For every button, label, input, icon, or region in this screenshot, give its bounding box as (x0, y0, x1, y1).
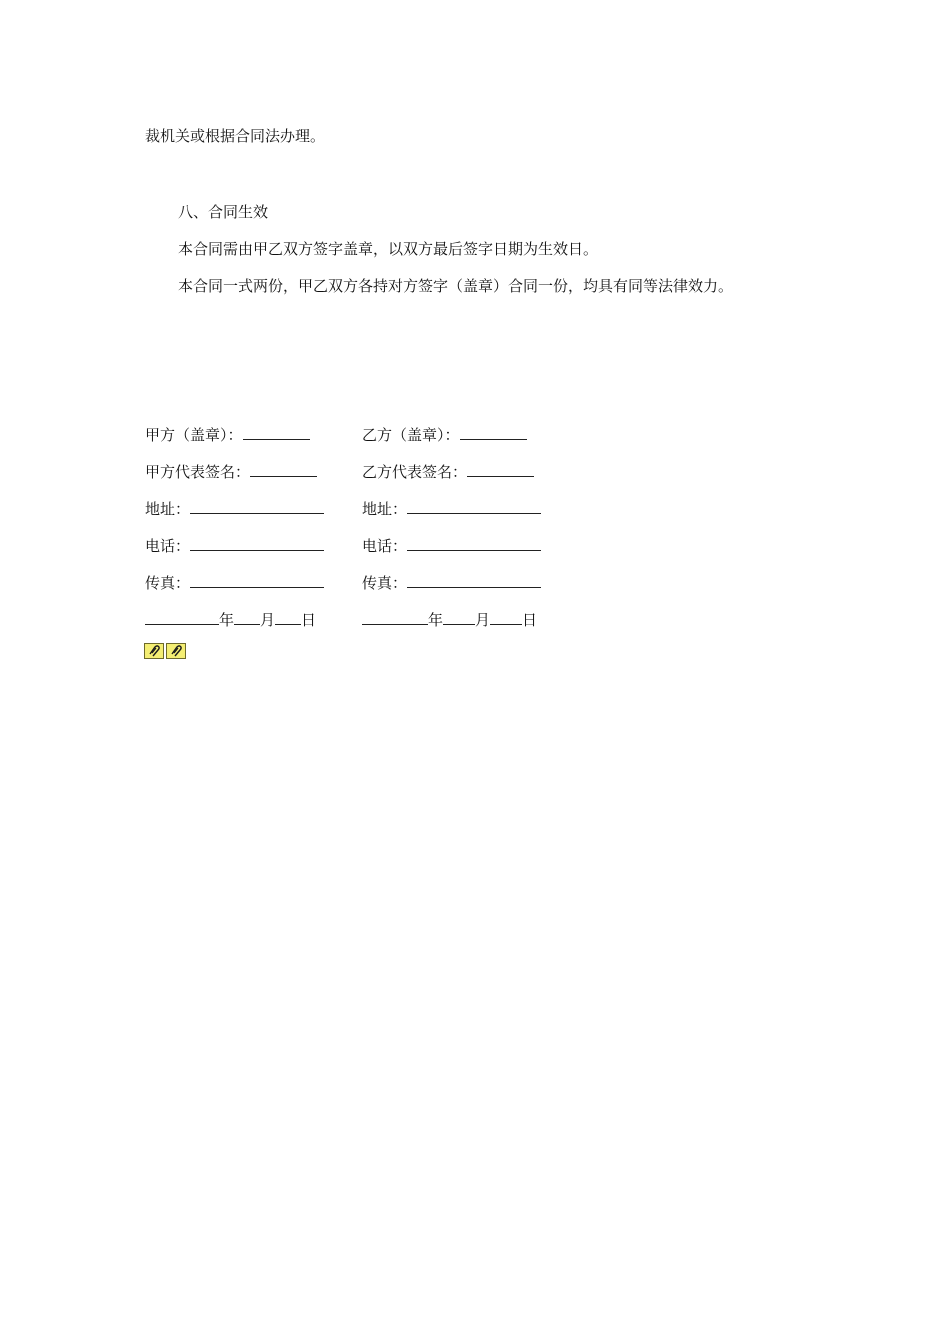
party-a-phone-field[interactable] (190, 536, 324, 551)
month-label: 月 (475, 611, 491, 629)
year-label: 年 (428, 611, 444, 629)
embedded-icons (144, 643, 186, 659)
party-a-day-field[interactable] (275, 610, 301, 625)
party-b-day-field[interactable] (490, 610, 522, 625)
party-a-phone-label: 电话： (145, 537, 191, 555)
party-b-rep-label: 乙方代表签名： (362, 463, 468, 481)
party-b-month-field[interactable] (443, 610, 475, 625)
party-a-month-field[interactable] (234, 610, 260, 625)
party-b-address-label: 地址： (362, 500, 408, 518)
party-a-rep-field[interactable] (250, 462, 317, 477)
party-a-fax-field[interactable] (190, 573, 324, 588)
paragraph: 本合同需由甲乙双方签字盖章，以双方最后签字日期为生效日。 (178, 240, 599, 258)
section-title: 八、合同生效 (178, 203, 269, 221)
attachment-icon[interactable] (166, 643, 186, 659)
party-b-rep (362, 462, 534, 482)
attachment-icon-glyph (169, 645, 183, 657)
party-a-address (145, 499, 324, 519)
month-label: 月 (260, 611, 276, 629)
attachment-icon-glyph (147, 645, 161, 657)
party-b-fax (362, 573, 541, 593)
party-b-seal-field[interactable] (460, 425, 527, 440)
continuation-text: 裁机关或根据合同法办理。 (145, 127, 326, 145)
party-a-fax-label: 传真： (145, 574, 191, 592)
day-label: 日 (522, 611, 538, 629)
party-a-fax (145, 573, 324, 593)
party-b-address-field[interactable] (407, 499, 541, 514)
party-a-phone (145, 536, 324, 556)
party-b-address (362, 499, 541, 519)
party-a-address-field[interactable] (190, 499, 324, 514)
party-a-rep (145, 462, 317, 482)
party-a-rep-label: 甲方代表签名： (145, 463, 251, 481)
year-label: 年 (219, 611, 235, 629)
party-a-address-label: 地址： (145, 500, 191, 518)
party-b-rep-field[interactable] (467, 462, 534, 477)
party-a-seal-field[interactable] (243, 425, 310, 440)
party-b-fax-field[interactable] (407, 573, 541, 588)
party-a-seal (145, 425, 310, 445)
paragraph: 本合同一式两份，甲乙双方各持对方签字（盖章）合同一份，均具有同等法律效力。 (178, 277, 734, 295)
party-b-phone-label: 电话： (362, 537, 408, 555)
attachment-icon[interactable] (144, 643, 164, 659)
party-b-year-field[interactable] (362, 610, 428, 625)
party-a-year-field[interactable] (145, 610, 219, 625)
party-a-seal-label: 甲方（盖章）： (145, 426, 243, 444)
party-b-phone (362, 536, 541, 556)
party-a-date (145, 610, 316, 630)
party-b-fax-label: 传真： (362, 574, 408, 592)
day-label: 日 (301, 611, 317, 629)
party-b-phone-field[interactable] (407, 536, 541, 551)
party-b-seal (362, 425, 527, 445)
party-b-date (362, 610, 537, 630)
party-b-seal-label: 乙方（盖章）： (362, 426, 460, 444)
